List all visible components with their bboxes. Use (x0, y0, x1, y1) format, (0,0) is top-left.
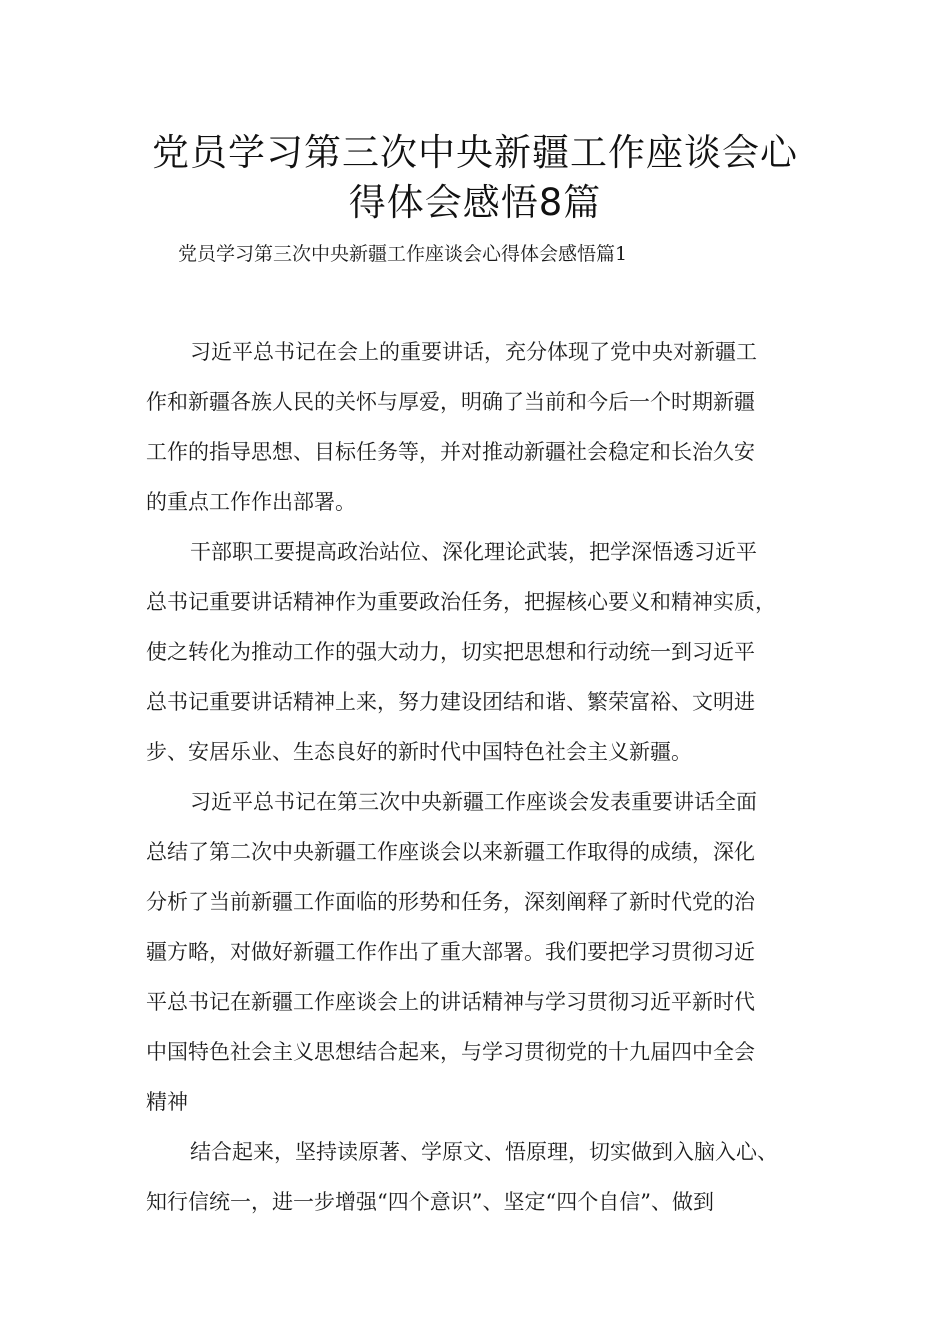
paragraph-2-line-5: 步、安居乐业、生态良好的新时代中国特色社会主义新疆。 (146, 740, 692, 764)
paragraph-4-line-1: 结合起来，坚持读原著、学原文、悟原理，切实做到入脑入心、 (190, 1140, 778, 1164)
paragraph-2-line-3: 使之转化为推动工作的强大动力，切实把思想和行动统一到习近平 (146, 640, 755, 664)
paragraph-1-line-1: 习近平总书记在会上的重要讲话，充分体现了党中央对新疆工 (190, 340, 757, 364)
paragraph-3-line-2: 总结了第二次中央新疆工作座谈会以来新疆工作取得的成绩，深化 (146, 840, 755, 864)
paragraph-4-line-2: 知行信统一，进一步增强“四个意识”、坚定“四个自信”、做到 (146, 1190, 714, 1214)
paragraph-2-line-4: 总书记重要讲话精神上来，努力建设团结和谐、繁荣富裕、文明进 (146, 690, 755, 714)
paragraph-3-line-3: 分析了当前新疆工作面临的形势和任务，深刻阐释了新时代党的治 (146, 890, 755, 914)
paragraph-3-line-4: 疆方略，对做好新疆工作作出了重大部署。我们要把学习贯彻习近 (146, 940, 755, 964)
document-title-line-1: 党员学习第三次中央新疆工作座谈会心 (152, 131, 798, 174)
document-title-line-2: 得体会感悟8篇 (348, 181, 602, 224)
paragraph-3-line-5: 平总书记在新疆工作座谈会上的讲话精神与学习贯彻习近平新时代 (146, 990, 755, 1014)
paragraph-1-line-3: 工作的指导思想、目标任务等，并对推动新疆社会稳定和长治久安 (146, 440, 755, 464)
paragraph-3-line-6: 中国特色社会主义思想结合起来，与学习贯彻党的十九届四中全会 (146, 1040, 755, 1064)
paragraph-3-line-1: 习近平总书记在第三次中央新疆工作座谈会发表重要讲话全面 (190, 790, 757, 814)
paragraph-1-line-2: 作和新疆各族人民的关怀与厚爱，明确了当前和今后一个时期新疆 (146, 390, 755, 414)
paragraph-2-line-2: 总书记重要讲话精神作为重要政治任务，把握核心要义和精神实质， (146, 590, 776, 614)
document-subtitle: 党员学习第三次中央新疆工作座谈会心得体会感悟篇1 (178, 243, 628, 265)
paragraph-3-line-7: 精神 (146, 1090, 188, 1114)
paragraph-1-line-4: 的重点工作作出部署。 (146, 490, 356, 514)
paragraph-2-line-1: 干部职工要提高政治站位、深化理论武装，把学深悟透习近平 (190, 540, 757, 564)
